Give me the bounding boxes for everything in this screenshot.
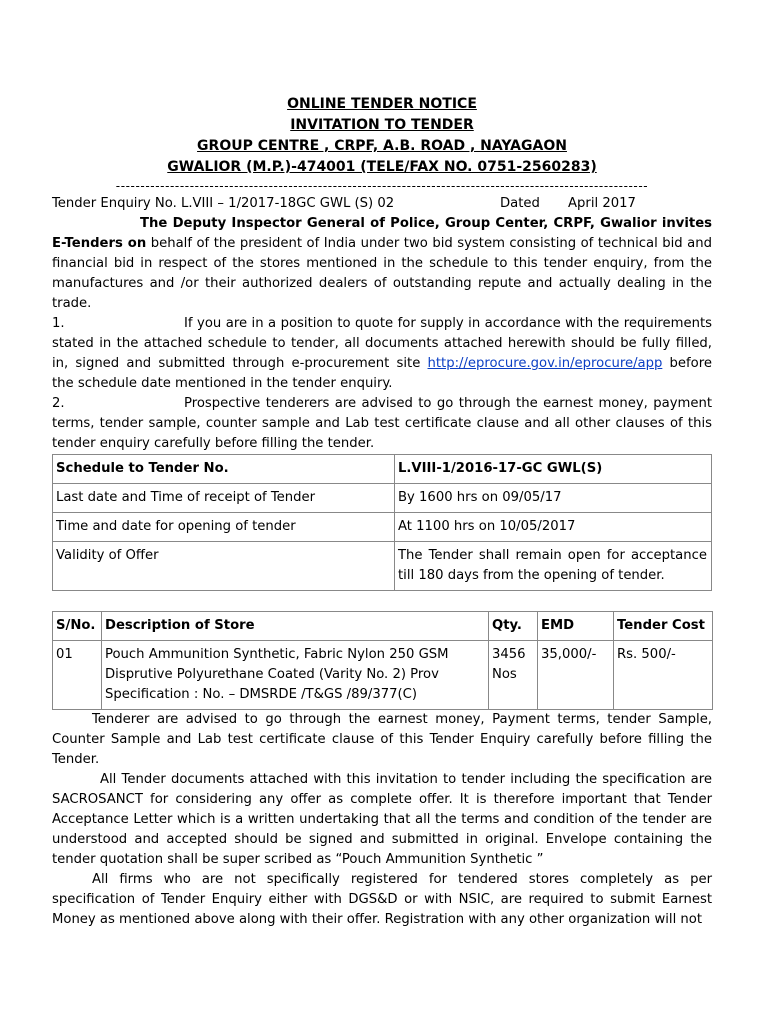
paragraph-3: Tenderer are advised to go through the earnest money, Payment terms, tender Sample, Counter Sample and Lab test certificate clause of this Tender Enquiry carefully before filling the Tender.	[52, 712, 712, 767]
enquiry-line	[52, 194, 712, 214]
dated-label: Dated	[500, 196, 540, 211]
paragraph-1-text: If you are in a position to quote for supply in accordance with the requirements stated in the attached schedule to tender, all documents attached herewith should be fully filled, in, signed and submitted through e-procurement site	[52, 316, 712, 371]
column-header: Tender Cost	[614, 612, 713, 641]
store-description: Pouch Ammunition Synthetic, Fabric Nylon 250 GSM Disprutive Polyurethane Coated (Varity No. 2) Prov Specification : No. – DMSRDE /T&GS /89/377(C)	[102, 641, 489, 710]
table-row	[53, 484, 712, 513]
schedule-label: Time and date for opening of tender	[53, 513, 395, 542]
column-header: Qty.	[489, 612, 538, 641]
document-page	[52, 94, 712, 930]
schedule-label: Last date and Time of receipt of Tender	[53, 484, 395, 513]
schedule-label: Validity of Offer	[53, 542, 395, 591]
store-emd: 35,000/-	[538, 641, 614, 710]
schedule-value: The Tender shall remain open for acceptance till 180 days from the opening of tender.	[395, 542, 712, 591]
column-header: Description of Store	[102, 612, 489, 641]
paragraph-1-text-end: before the schedule date mentioned in the tender enquiry.	[52, 356, 712, 391]
intro-bold: The Deputy Inspector General of Police, Group Center, CRPF, Gwalior invites E-Tenders on	[52, 216, 712, 251]
notice-subtitle: INVITATION TO TENDER	[290, 117, 474, 133]
store-qty: 3456 Nos	[489, 641, 538, 710]
intro-paragraph	[52, 214, 712, 314]
schedule-label: Schedule to Tender No.	[53, 455, 395, 484]
paragraph-4: All Tender documents attached with this invitation to tender including the specification are SACROSANCT for considering any offer as complete offer. It is therefore important that Tender Acceptance Letter which is a written undertaking that all the terms and condition of the tender are understood and accepted should be signed and submitted in original. Envelope containing the tender quotation shall be super scribed as “Pouch Ammunition Synthetic ”	[52, 772, 712, 867]
table-header-row	[53, 612, 713, 641]
paragraph-5: All firms who are not specifically registered for tendered stores completely as per specification of Tender Enquiry either with DGS&D or with NSIC, are required to submit Earnest Money as mentioned above along with their offer. Registration with any other organization will not	[52, 872, 712, 927]
table-row	[53, 513, 712, 542]
paragraph-2-number: 2.	[52, 396, 65, 411]
paragraph-2-text: Prospective tenderers are advised to go through the earnest money, payment terms, tender sample, counter sample and Lab test certificate clause and all other clauses of this tender enquiry carefully before filling the tender.	[52, 396, 712, 451]
schedule-table	[52, 454, 712, 591]
store-table	[52, 611, 713, 710]
paragraph-2	[52, 394, 712, 454]
office-city-contact: GWALIOR (M.P.)-474001 (TELE/FAX NO. 0751-2560283)	[167, 159, 597, 175]
schedule-value: L.VIII-1/2016-17-GC GWL(S)	[395, 455, 712, 484]
paragraph-1-number: 1.	[52, 316, 65, 331]
table-row	[53, 542, 712, 591]
enquiry-number: Tender Enquiry No. L.VIII – 1/2017-18GC GWL (S) 02	[52, 196, 395, 211]
enquiry-date: April 2017	[568, 196, 636, 211]
eprocure-link[interactable]: http://eprocure.gov.in/eprocure/app	[427, 356, 663, 371]
office-address: GROUP CENTRE , CRPF, A.B. ROAD , NAYAGAON	[197, 138, 567, 154]
store-cost: Rs. 500/-	[614, 641, 713, 710]
schedule-value: At 1100 hrs on 10/05/2017	[395, 513, 712, 542]
column-header: S/No.	[53, 612, 102, 641]
table-row	[53, 641, 713, 710]
store-sno: 01	[53, 641, 102, 710]
intro-rest: behalf of the president of India under two bid system consisting of technical bid and financial bid in respect of the stores mentioned in the schedule to this tender enquiry, from the manufactures and /or their authorized dealers of outstanding repute and actually dealing in the trade.	[52, 236, 712, 311]
column-header: EMD	[538, 612, 614, 641]
separator-rule: ------------------------------------------------------------------------------------------------------------	[115, 179, 649, 193]
notice-title: ONLINE TENDER NOTICE	[287, 96, 477, 112]
schedule-value: By 1600 hrs on 09/05/17	[395, 484, 712, 513]
paragraph-1	[52, 314, 712, 394]
table-row	[53, 455, 712, 484]
